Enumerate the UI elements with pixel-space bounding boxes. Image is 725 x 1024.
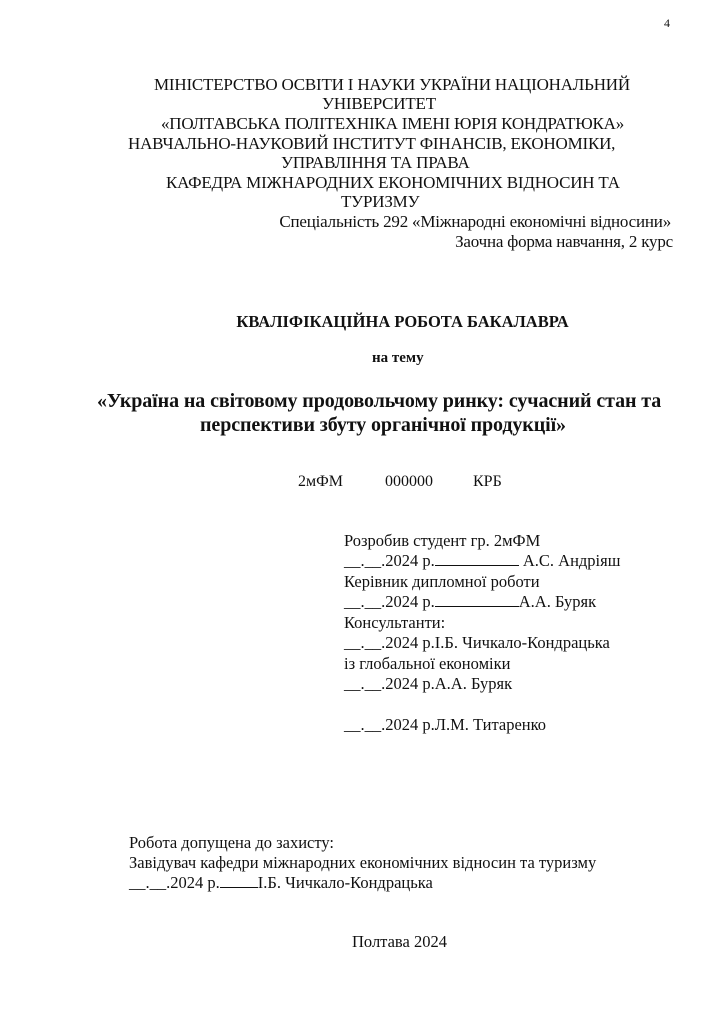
- department-line: КАФЕДРА МІЖНАРОДНИХ ЕКОНОМІЧНИХ ВІДНОСИН ТА: [166, 173, 620, 192]
- code-number: 000000: [385, 473, 433, 490]
- signature-blank: [435, 551, 519, 566]
- consultant-2-line: [344, 674, 512, 695]
- student-signature-line: [344, 551, 620, 572]
- consultant-2-date: __.__.2024 р.: [344, 674, 435, 693]
- department-line-2: ТУРИЗМУ: [341, 192, 420, 211]
- topic-line-1: «Україна на світовому продовольчому ринку: сучасний стан та: [97, 390, 662, 412]
- institute-line-2: УПРАВЛІННЯ ТА ПРАВА: [281, 153, 470, 172]
- city-year: Полтава 2024: [352, 932, 447, 951]
- consultants-label: Консультанти:: [344, 613, 446, 632]
- consultant-3-date: __.__.2024 р.: [344, 715, 435, 734]
- work-type-title: КВАЛІФІКАЦІЙНА РОБОТА БАКАЛАВРА: [236, 312, 569, 331]
- institute-line: НАВЧАЛЬНО-НАУКОВИЙ ІНСТИТУТ ФІНАНСІВ, ЕКОНОМІКИ,: [128, 134, 616, 153]
- student-name: А.С. Андріяш: [522, 551, 621, 570]
- head-of-department: Завідувач кафедри міжнародних економічних відносин та туризму: [129, 853, 597, 872]
- specialty: Спеціальність 292 «Міжнародні економічні відносини»: [279, 212, 671, 231]
- on-theme-label: на тему: [372, 350, 424, 366]
- consultant-1-name: І.Б. Чичкало-Кондрацька: [434, 633, 610, 652]
- supervisor-name: А.А. Буряк: [518, 592, 597, 611]
- ministry-line: МІНІСТЕРСТВО ОСВІТИ І НАУКИ УКРАЇНИ НАЦІОНАЛЬНИЙ: [154, 75, 630, 94]
- consultant-3-name: Л.М. Титаренко: [434, 715, 547, 734]
- university-name: «ПОЛТАВСЬКА ПОЛІТЕХНІКА ІМЕНІ ЮРІЯ КОНДРАТЮКА»: [161, 114, 625, 133]
- topic-line-2: перспективи збуту органічної продукції»: [200, 414, 566, 436]
- signature-blank: [435, 592, 519, 607]
- supervisor-signature-line: [344, 592, 596, 613]
- student-label: Розробив студент гр. 2мФМ: [344, 531, 541, 550]
- page-number: 4: [664, 16, 670, 30]
- consultant-1-date: __.__.2024 р.: [344, 633, 435, 652]
- student-date: __.__.2024 р.: [344, 551, 435, 570]
- admission-label: Робота допущена до захисту:: [129, 833, 334, 852]
- admission-signature-line: [129, 873, 433, 894]
- consultant-2-name: А.А. Буряк: [434, 674, 513, 693]
- study-form: Заочна форма навчання, 2 курс: [455, 232, 673, 251]
- supervisor-date: __.__.2024 р.: [344, 592, 435, 611]
- supervisor-label: Керівник дипломної роботи: [344, 572, 540, 591]
- signature-blank: [220, 873, 258, 888]
- university-line: УНІВЕРСИТЕТ: [322, 94, 436, 113]
- code-type: КРБ: [473, 473, 502, 490]
- admission-date: __.__.2024 р.: [129, 873, 220, 892]
- consultant-3-line: [344, 715, 546, 736]
- admission-name: І.Б. Чичкало-Кондрацька: [257, 873, 433, 892]
- consultant-1-area: із глобальної економіки: [344, 654, 511, 673]
- code-group: 2мФМ: [298, 473, 343, 490]
- consultant-1-line: [344, 633, 610, 654]
